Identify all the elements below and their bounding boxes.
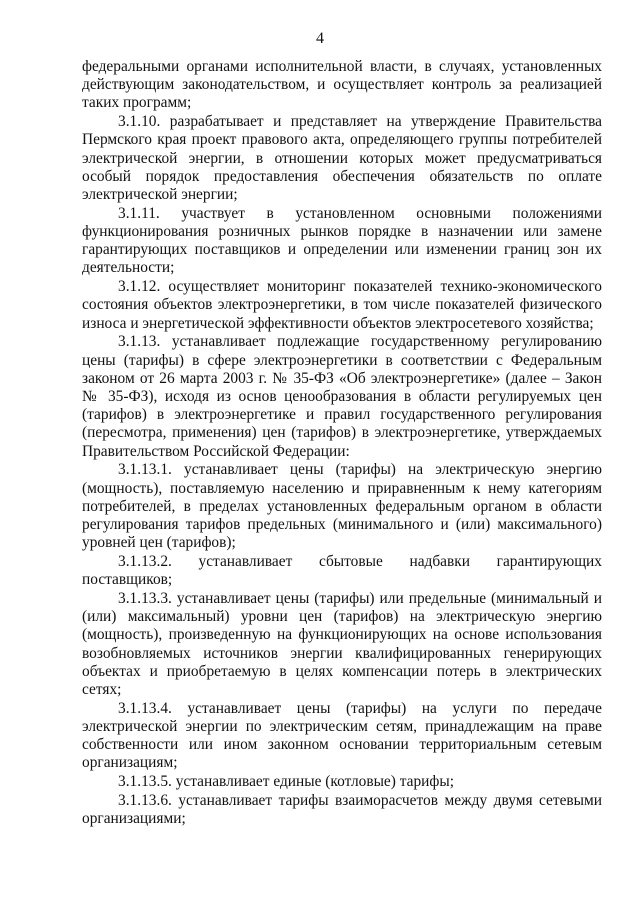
paragraph-3-1-10: 3.1.10. разрабатывает и представляет на утверждение Правительства Пермского края проект правового акта, определяющего группы потребителей электрической энергии, в отношении которых может предусматриваться особый порядок предоставления обеспечения обязательств по оплате электрической энергии;	[82, 113, 602, 204]
paragraph-3-1-13: 3.1.13. устанавливает подлежащие государственному регулированию цены (тарифы) в сфере электроэнергетики в соответствии с Федеральным законом от 26 марта 2003 г. № 35-ФЗ «Об электроэнергетике» (далее – Закон № 35-ФЗ), исходя из основ ценообразования в области регулируемых цен (тарифов) в электроэнергетике и правил государственного регулирования (пересмотра, применения) цен (тарифов) в электроэнергетике, утверждаемых Правительством Российской Федерации:	[82, 333, 602, 460]
paragraph-3-1-13-2: 3.1.13.2. устанавливает сбытовые надбавки гарантирующих поставщиков;	[82, 553, 602, 589]
paragraph-3-1-13-5: 3.1.13.5. устанавливает единые (котловые) тарифы;	[118, 773, 454, 791]
paragraph-3-1-13-4: 3.1.13.4. устанавливает цены (тарифы) на услуги по передаче электрической энергии по электрическим сетям, принадлежащим на праве собственности или ином законном основании территориальным сетевым организациям;	[82, 699, 602, 772]
paragraph-3-1-13-1: 3.1.13.1. устанавливает цены (тарифы) на электрическую энергию (мощность), поставляемую населению и приравненным к нему категориям потребителей, в пределах установленных федеральным органом в области регулирования тарифов предельных (минимального и (или) максимального) уровней цен (тарифов);	[82, 461, 602, 552]
page-number: 4	[316, 30, 324, 47]
paragraph-3-1-13-3: 3.1.13.3. устанавливает цены (тарифы) или предельные (минимальный и (или) максимальный) уровни цен (тарифов) на электрическую энергию (мощность), произведенную на функционирующих на основе использования возобновляемых источников энергии квалифицированных генерирующих объектах и приобретаемую в целях компенсации потерь в электрических сетях;	[82, 590, 602, 699]
paragraph-3-1-13-6: 3.1.13.6. устанавливает тарифы взаиморасчетов между двумя сетевыми организациями;	[82, 792, 602, 828]
paragraph-3-1-12: 3.1.12. осуществляет мониторинг показателей технико-экономического состояния объектов электроэнергетики, в том числе показателей физического износа и энергетической эффективности объектов электросетевого хозяйства;	[82, 278, 602, 332]
paragraph-continuation: федеральными органами исполнительной власти, в случаях, установленных действующим законодательством, и осуществляет контроль за реализацией таких программ;	[82, 58, 602, 112]
paragraph-3-1-11: 3.1.11. участвует в установленном основными положениями функционирования розничных рынков порядке в назначении или замене гарантирующих поставщиков и определении или изменении границ зон их деятельности;	[82, 204, 602, 277]
document-body	[82, 58, 602, 829]
